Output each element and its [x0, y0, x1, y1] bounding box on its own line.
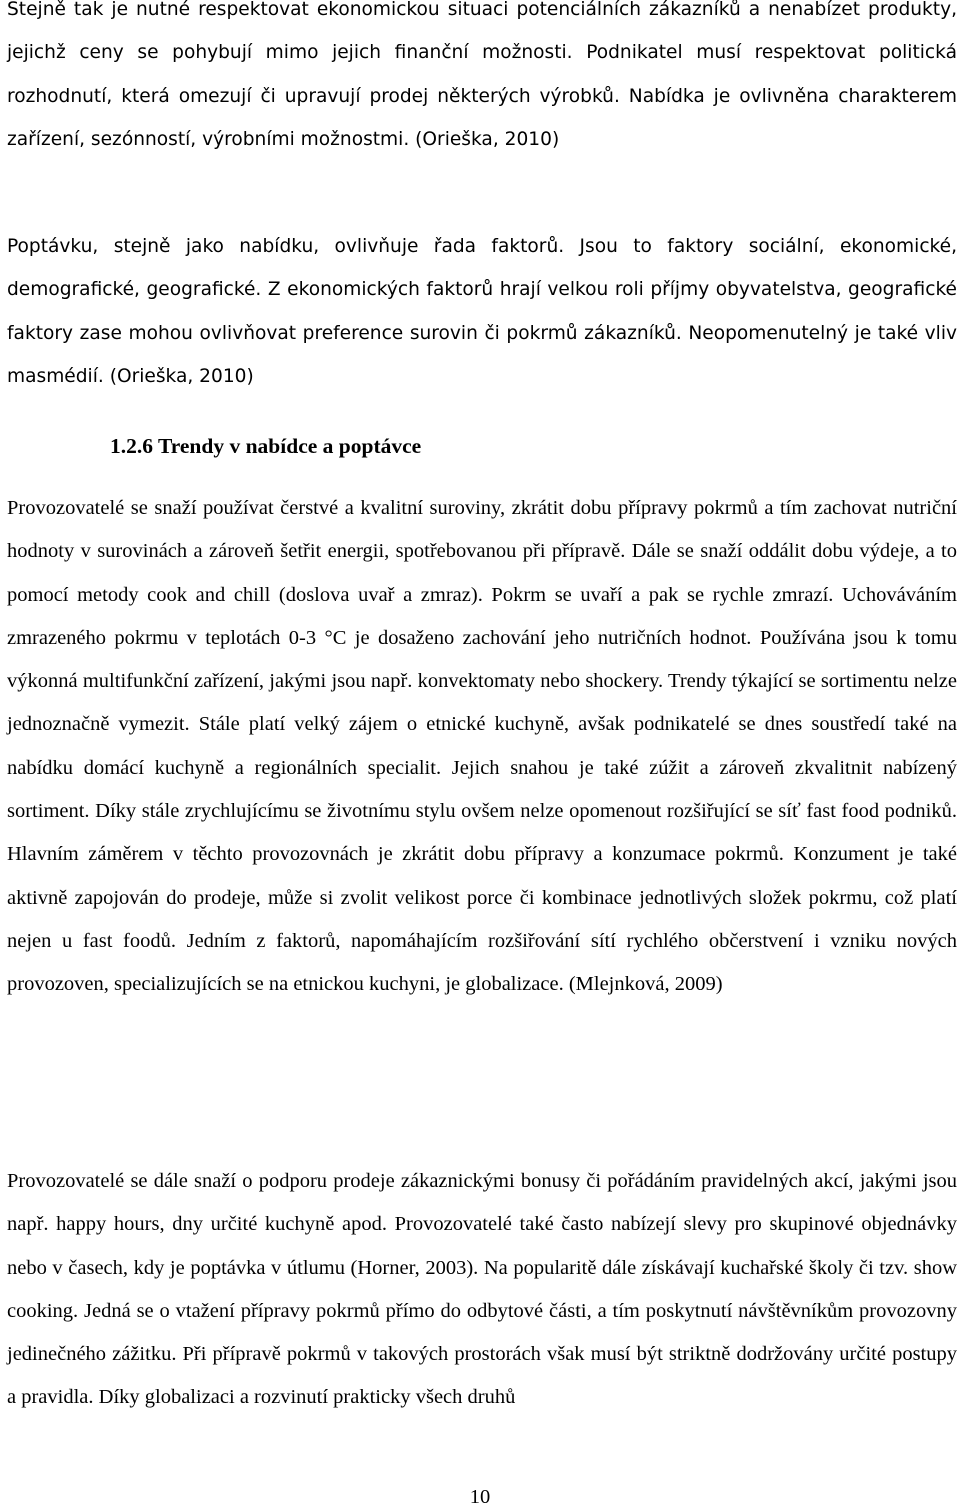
page-number: 10 — [469, 1486, 491, 1508]
paragraph-demand-factors: Poptávku, stejně jako nabídku, ovlivňuje řada faktorů. Jsou to faktory sociální, ekonomické, demografické, geografické. Z ekonomických faktorů hrají velkou roli příjmy obyvatelstva, geografické faktory zase mohou ovlivňovat preference surovin či pokrmů zákazníků. Neopomenutelný je také vliv masmédií. (Orieška, 2010) — [7, 236, 957, 387]
paragraph-economic-situation: Stejně tak je nutné respektovat ekonomickou situaci potenciálních zákazníků a nenabízet produkty, jejichž ceny se pohybují mimo jejich finanční možnosti. Podnikatel musí respektovat politická rozhodnutí, která omezují či upravují prodej některých výrobků. Nabídka je ovlivněna charakterem zařízení, sezónností, výrobními možnostmi. (Orieška, 2010) — [7, 0, 957, 150]
paragraph-promotion: Provozovatelé se dále snaží o podporu prodeje zákaznickými bonusy či pořádáním pravidelných akcí, jakými jsou např. happy hours, dny určité kuchyně apod. Provozovatelé také často nabízejí slevy pro skupinové objednávky nebo v časech, kdy je poptávka v útlumu (Horner, 2003). Na popularitě dále získávají kuchařské školy či tzv. show cooking. Jedná se o vtažení přípravy pokrmů přímo do odbytové části, a tím poskytnutí návštěvníkům provozovny jedinečného zážitku. Při přípravě pokrmů v takových prostorách však musí být striktně dodržovány určité postupy a pravidla. Díky globalizaci a rozvinutí prakticky všech druhů — [7, 1170, 957, 1409]
paragraph-trends: Provozovatelé se snaží používat čerstvé a kvalitní suroviny, zkrátit dobu přípravy pokrmů a tím zachovat nutriční hodnoty v surovinách a zároveň šetřit energii, spotřebovanou při přípravě. Dále se snaží oddálit dobu výdeje, a to pomocí metody cook and chill (doslova uvař a zmraz). Pokrm se uvaří a pak se rychle zmrazí. Uchováváním zmrazeného pokrmu v teplotách 0-3 °C je dosaženo zachování jeho nutričních hodnot. Používána jsou k tomu výkonná multifunkční zařízení, jakými jsou např. konvektomaty nebo shockery. Trendy týkající se sortimentu nelze jednoznačně vymezit. Stále platí velký zájem o etnické kuchyně, avšak podnikatelé se dnes soustředí také na nabídku domácí kuchyně a regionálních specialit. Jejich snahou je také zúžit a zároveň zkvalitnit nabízený sortiment. Díky stále zrychlujícímu se životnímu stylu ovšem nelze opomenout rozšiřující se síť fast food podniků. Hlavním záměrem v těchto provozovnách je zkrátit dobu přípravy a konzumace pokrmů. Konzument je také aktivně zapojován do prodeje, může si zvolit velikost porce či kombinace jednotlivých složek pokrmu, což platí nejen u fast foodů. Jedním z faktorů, napomáhajícím rozšiřování sítí rychlého občerstvení i vzniku nových provozoven, specializujících se na etnickou kuchyni, je globalizace. (Mlejnková, 2009) — [7, 497, 957, 996]
section-heading: 1.2.6 Trendy v nabídce a poptávce — [110, 434, 422, 458]
